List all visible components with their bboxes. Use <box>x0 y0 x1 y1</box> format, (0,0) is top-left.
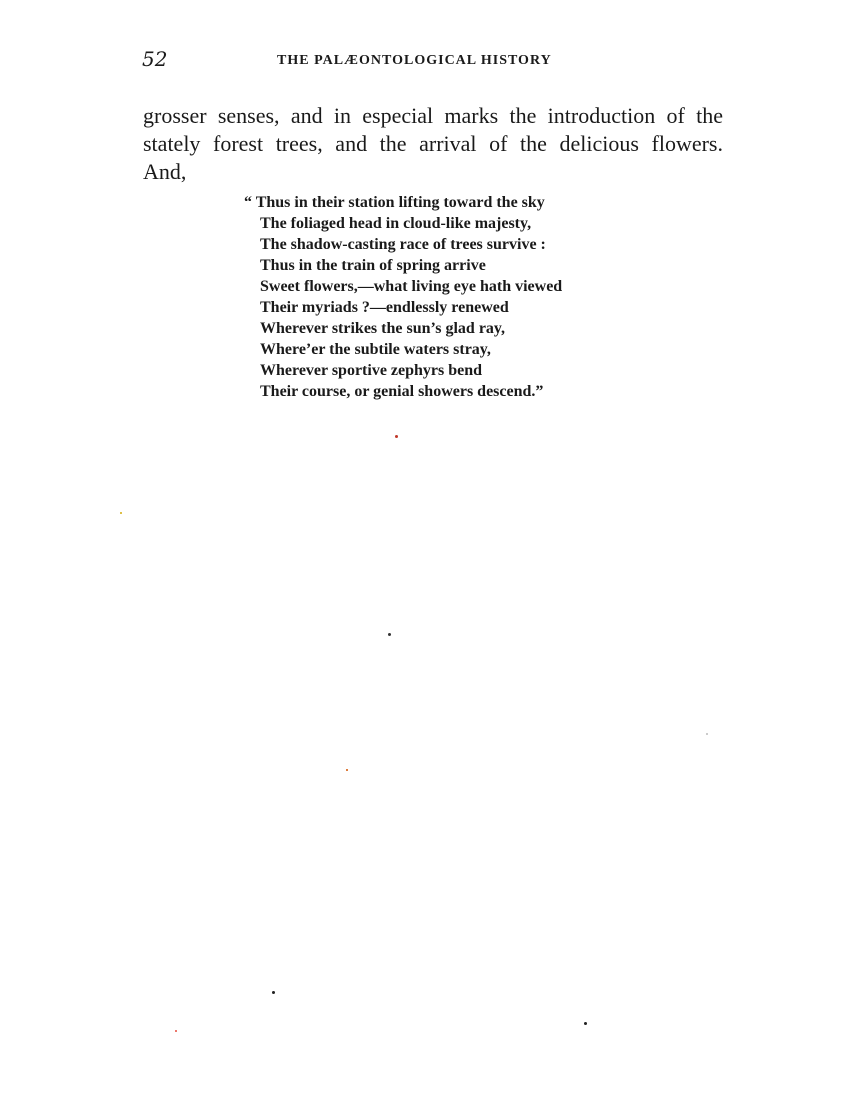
page-header <box>142 47 722 77</box>
scan-speck <box>706 733 708 735</box>
verse-line: The shadow-casting race of trees survive : <box>260 236 546 253</box>
verse-line: “ Thus in their station lifting toward the sky <box>244 194 545 211</box>
scan-speck <box>388 633 391 636</box>
page-number: 52 <box>142 47 168 71</box>
scan-speck <box>120 512 122 514</box>
scan-speck <box>584 1022 587 1025</box>
scan-speck <box>175 1030 177 1032</box>
body-text-line: And, <box>143 159 187 184</box>
verse-quotation <box>244 192 562 402</box>
verse-line: Wherever strikes the sun’s glad ray, <box>260 320 506 337</box>
verse-line: Sweet flowers,—what living eye hath viewed <box>260 278 563 295</box>
verse-line: The foliaged head in cloud-like majesty, <box>260 215 532 232</box>
body-text-line: stately forest trees, and the arrival of the delicious flowers. <box>143 131 723 156</box>
body-text-line: grosser senses, and in especial marks the introduction of the <box>143 103 723 128</box>
scan-speck <box>395 435 398 438</box>
scan-speck <box>346 769 348 771</box>
scan-speck <box>272 991 275 994</box>
body-text <box>143 102 723 186</box>
verse-line: Thus in the train of spring arrive <box>260 257 486 274</box>
running-head: THE PALÆONTOLOGICAL HISTORY <box>277 53 552 68</box>
verse-line: Their course, or genial showers descend.” <box>260 383 544 400</box>
verse-line: Wherever sportive zephyrs bend <box>260 362 483 379</box>
verse-line: Their myriads ?—endlessly renewed <box>260 299 509 316</box>
verse-line: Where’er the subtile waters stray, <box>260 341 491 358</box>
